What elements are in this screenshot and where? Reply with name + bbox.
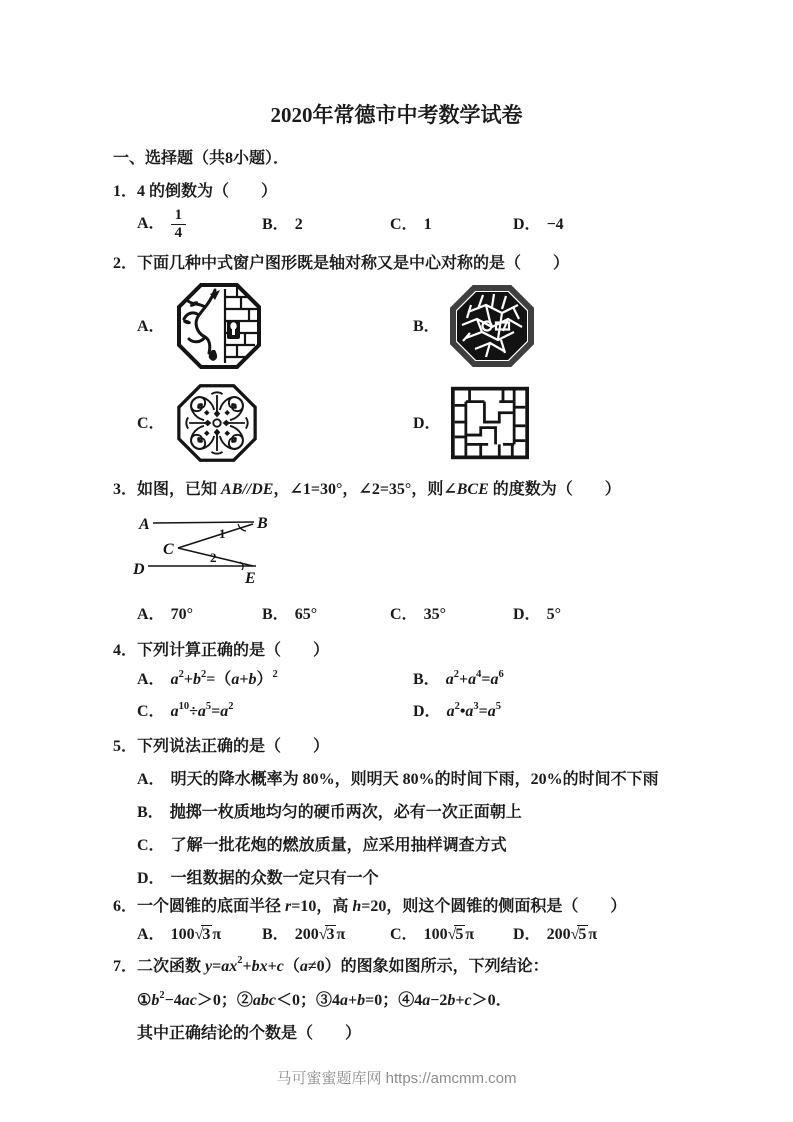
q6-option-b: B． 200√3 π <box>262 925 346 943</box>
plum-branch <box>182 290 219 361</box>
point-label-B: B <box>257 515 268 533</box>
q5-stem: 5．下列说法正确的是（ ） <box>113 738 330 756</box>
q6-stem: 6．一个圆锥的底面半径 r=10，高 h=20，则这个圆锥的侧面积是（ ） <box>113 898 627 916</box>
q5-option-b: B． 抛掷一枚质地均匀的硬币两次，必有一次正面朝上 <box>137 803 522 821</box>
site-footer-watermark: 马可蜜蜜题库网 https://amcmm.com <box>276 1070 517 1087</box>
q1-option-c: C． 1 <box>390 216 432 234</box>
q5-option-c: C． 了解一批花炮的燃放质量，应采用抽样调查方式 <box>137 836 507 854</box>
section-heading: 一、选择题（共8小题）． <box>113 150 290 168</box>
q1-stem: 1．4 的倒数为（ ） <box>113 183 278 201</box>
q3-option-d: D． 5° <box>513 605 561 623</box>
exam-page <box>113 0 680 1043</box>
window-pattern-a-plum-lattice-image <box>175 281 263 371</box>
meander-lines <box>454 391 525 456</box>
q3-option-c: C． 35° <box>390 605 446 623</box>
q2-option-d: D． <box>413 385 529 461</box>
center-flower <box>204 410 230 436</box>
line-BC <box>178 524 253 548</box>
q3-option-a: A． 70° <box>137 605 193 623</box>
q1-option-d: D． −4 <box>513 216 564 234</box>
point-label-C: C <box>163 541 174 559</box>
point-label-E: E <box>245 570 256 588</box>
line-AB <box>153 522 254 523</box>
q7-question-line: 其中正确结论的个数是（ ） <box>137 1025 362 1043</box>
q6-option-d: D． 200√5 π <box>513 925 598 943</box>
window-pattern-c-scrollwork-image <box>175 383 259 463</box>
window-pattern-d-brick-meander-image <box>451 385 529 461</box>
q2-option-b: B． <box>413 285 534 367</box>
q4-options-row-1 <box>113 670 680 689</box>
q3-stem: 3．如图，已知 AB//DE，∠1=30°，∠2=35°，则∠BCE 的度数为（ ） <box>113 481 621 499</box>
q6-option-c: C． 100√5 π <box>390 925 475 943</box>
q1-option-b: B． 2 <box>262 216 303 234</box>
q5-option-a: A． 明天的降水概率为 80%，则明天 80%的时间下雨，20%的时间不下雨 <box>137 770 659 788</box>
q4-stem: 4．下列计算正确的是（ ） <box>113 641 330 659</box>
q2-stem: 2．下面几种中式窗户图形既是轴对称又是中心对称的是（ ） <box>113 255 570 273</box>
window-pattern-b-cracked-ice-image <box>450 285 534 367</box>
q6-option-a: A． 100√3 π <box>137 925 222 943</box>
q3-option-b: B． 65° <box>262 605 318 623</box>
parallel-lines-figure <box>121 509 286 593</box>
q4-option-d: D． $a^2•a^3=a^5$ <box>413 700 502 721</box>
angle-label-2: 2 <box>210 550 217 566</box>
q2-option-a: A． <box>137 281 413 371</box>
q7-stem: 7．二次函数 $y=ax^2+bx+c(a\ne 0)$的图象如图所示，下列结论： <box>113 955 549 975</box>
lock-motif <box>227 320 240 339</box>
page-title: 2020年常德市中考数学试卷 <box>270 103 523 127</box>
q7-conclusions-line: $①b^2-4ac>0$；②abc＜0；③4a+b=0；④4a−2b+c＞0． <box>137 989 512 1009</box>
q3-options <box>113 605 680 624</box>
q1-options <box>113 208 680 243</box>
q3-geometry-figure <box>121 509 680 598</box>
angle-label-1: 1 <box>219 526 226 542</box>
point-label-D: D <box>133 561 145 579</box>
point-label-A: A <box>139 516 150 534</box>
q4-option-a: A． $a^2+b^2=(a+b)^2$ <box>137 668 278 688</box>
q6-options <box>113 925 680 944</box>
q2-options-row-2 <box>113 383 680 463</box>
q5-option-d: D． 一组数据的众数一定只有一个 <box>137 870 379 888</box>
q2-option-c: C． <box>137 383 413 463</box>
q1-option-a: A． $\frac{1}{4}$ <box>137 208 262 243</box>
q4-options-row-2 <box>113 702 680 721</box>
q4-option-c: C． $a^{10}\div a^5=a^2$ <box>137 700 234 721</box>
q4-option-b: B． $a^2+a^4=a^6$ <box>413 668 504 688</box>
q2-options-row-1 <box>113 281 680 371</box>
